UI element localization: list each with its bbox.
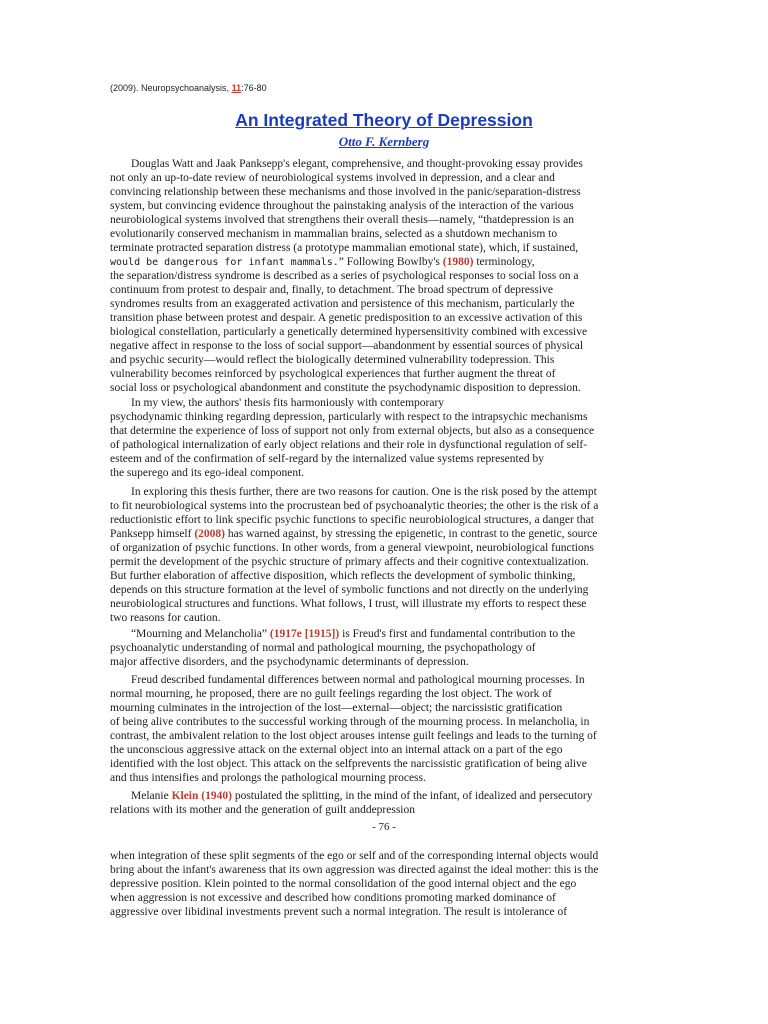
text-segment: to fit neurobiological systems into the procrustean bed of psychoanalytic theories; the other is the risk of a (110, 500, 599, 512)
citation-prefix: (2009). Neuropsychoanalysis, (110, 83, 232, 93)
citation-pages: :76-80 (241, 83, 267, 93)
text-segment: terminate protracted separation distress (a prototype mammalian emotional state), which, if sustained, (110, 242, 579, 254)
text-line (110, 729, 597, 743)
text-line (110, 367, 555, 381)
text-line (110, 199, 574, 213)
text-segment: permit the development of the psychic structure of primary affects and their cognitive contextualization. (110, 556, 589, 568)
text-segment: social loss or psychological abandonment and constitute the psychodynamic disposition to depression. (110, 382, 581, 394)
citation-line (110, 83, 267, 93)
text-segment: would be dangerous for infant mammals. (110, 257, 339, 268)
text-line (110, 527, 597, 541)
text-segment: syndromes results from an exaggerated activation and persistence of this mechanism, particularly the (110, 298, 575, 310)
text-line (131, 789, 593, 803)
text-line (110, 185, 581, 199)
text-segment: of pathological internalization of early object relations and their role in dysfunctional regulation of self- (110, 439, 588, 451)
text-line (110, 849, 598, 863)
text-line (110, 513, 594, 527)
text-segment: psychoanalytic understanding of normal and pathological mourning, the psychopathology of (110, 642, 536, 654)
text-line (110, 213, 574, 227)
text-line (110, 611, 221, 625)
text-segment: Melanie (131, 790, 172, 802)
text-segment: that determine the experience of loss of support not only from external objects, but also as a consequence (110, 425, 595, 437)
text-segment: has warned against, by stressing the epigenetic, in contrast to the genetic, source (225, 528, 598, 540)
text-segment: system, but convincing evidence throughout the painstaking analysis of the interaction of the various (110, 200, 574, 212)
text-line (110, 771, 426, 785)
text-segment: contrast, the ambivalent relation to the lost object arouses intense guilt feelings and leads to the turning of (110, 730, 597, 742)
text-segment: esteem and of the confirmation of self-regard by the internalized value systems represented by (110, 453, 544, 465)
text-segment: is Freud's first and fundamental contribution to the (339, 628, 576, 640)
text-segment: depressive position. Klein pointed to the normal consolidation of the good internal object and the ego (110, 878, 577, 890)
text-line (110, 297, 575, 311)
text-segment: continuum from protest to despair and, finally, to detachment. The broad spectrum of depressive (110, 284, 553, 296)
text-line (110, 438, 587, 452)
text-segment: terminology, (473, 256, 535, 268)
text-line (110, 241, 578, 255)
text-segment: depends on this structure formation at the level of symbolic functions and not directly on the underlying (110, 584, 589, 596)
text-segment: and thus intensifies and prolongs the pathological mourning process. (110, 772, 426, 784)
text-segment: psychodynamic thinking regarding depression, particularly with respect to the intrapsychic mechanisms (110, 411, 588, 423)
text-line (110, 381, 581, 395)
text-segment: mourning culminates in the introjection of the lost—external—object; the narcissistic gratification (110, 702, 563, 714)
text-line (110, 283, 553, 297)
text-segment: negative affect in response to the loss of social support—abandonment by essential sources of physical (110, 340, 584, 352)
text-segment: of organization of psychic functions. In other words, from a general viewpoint, neurobiological functions (110, 542, 594, 554)
text-line (110, 452, 544, 466)
text-segment: ” Following Bowlby's (338, 256, 443, 268)
text-line (110, 171, 555, 185)
text-segment: Douglas Watt and Jaak Panksepp's elegant, comprehensive, and thought-provoking essay provides (131, 158, 583, 170)
text-segment: of being alive contributes to the successful working through of the mourning process. In melancholia, in (110, 716, 590, 728)
text-line (110, 269, 579, 283)
reference-link[interactable]: Klein (1940) (171, 790, 232, 802)
text-line (110, 583, 588, 597)
text-segment: the unconscious aggressive attack on the external object into an internal attack on a part of the ego (110, 744, 563, 756)
text-line (110, 311, 582, 325)
text-segment: the superego and its ego-ideal component. (110, 467, 305, 479)
text-line (110, 701, 562, 715)
text-line (110, 641, 535, 655)
text-segment: normal mourning, he proposed, there are no guilt feelings regarding the lost object. The work of (110, 688, 552, 700)
text-segment: neurobiological structures and functions. What follows, I trust, will illustrate my efforts to respect these (110, 598, 587, 610)
volume-link[interactable]: 11 (231, 83, 242, 93)
text-line (110, 541, 594, 555)
text-segment: neurobiological systems involved that strengthens their overall thesis—namely, “thatdepression is an (110, 214, 574, 226)
reference-link[interactable]: (1980) (442, 256, 474, 268)
text-line (110, 410, 587, 424)
text-line (110, 466, 304, 480)
text-line (110, 891, 556, 905)
text-segment: postulated the splitting, in the mind of the infant, of idealized and persecutory (231, 790, 593, 802)
text-segment: not only an up-to-date review of neurobiological systems involved in depression, and a clear and (110, 172, 555, 184)
text-line (110, 877, 576, 891)
page-number: - 76 - (372, 821, 396, 833)
text-segment: But further elaboration of affective disposition, which reflects the development of symbolic thinking, (110, 570, 576, 582)
text-line (110, 227, 557, 241)
text-line (110, 655, 469, 669)
text-segment: two reasons for caution. (110, 612, 221, 624)
text-segment: the separation/distress syndrome is described as a series of psychological responses to social loss on a (110, 270, 579, 282)
text-line (110, 569, 575, 583)
text-line (110, 803, 415, 817)
text-line (110, 743, 563, 757)
text-segment: Panksepp himself (110, 528, 195, 540)
text-segment: when aggression is not excessive and described how conditions promoting marked dominance of (110, 892, 556, 904)
text-segment: Freud described fundamental differences between normal and pathological mourning processes. In (131, 674, 585, 686)
text-line (110, 687, 552, 701)
text-line (110, 255, 535, 270)
text-line (131, 673, 585, 687)
text-segment: vulnerability becomes reinforced by psychological experiences that further augment the threat of (110, 368, 556, 380)
text-segment: bring about the infant's awareness that its own aggression was directed against the ideal mother: this is the (110, 864, 599, 876)
text-line (110, 555, 589, 569)
article-title[interactable]: An Integrated Theory of Depression (235, 110, 533, 130)
text-segment: In exploring this thesis further, there are two reasons for caution. One is the risk posed by the attempt (131, 486, 597, 498)
text-line (110, 499, 598, 513)
text-line (131, 157, 583, 171)
text-segment: when integration of these split segments of the ego or self and of the corresponding internal objects would (110, 850, 599, 862)
text-segment: major affective disorders, and the psychodynamic determinants of depression. (110, 656, 469, 668)
text-segment: “Mourning and Melancholia” (131, 628, 270, 640)
text-line (110, 863, 598, 877)
text-segment: relations with its mother and the generation of guilt anddepression (110, 804, 415, 816)
text-segment: biological constellation, particularly a genetically determined hypersensitivity combined with excessive (110, 326, 588, 338)
text-line (110, 757, 587, 771)
text-line (131, 396, 444, 410)
text-line (131, 627, 575, 641)
text-line (110, 905, 567, 919)
text-line (131, 485, 597, 499)
text-segment: evolutionarily conserved mechanism in mammalian brains, selected as a shutdown mechanism to (110, 228, 558, 240)
text-line (110, 325, 587, 339)
reference-link[interactable]: (1917e [1915]) (269, 628, 340, 640)
text-line (110, 424, 594, 438)
text-segment: identified with the lost object. This attack on the selfprevents the narcissistic gratification of being alive (110, 758, 587, 770)
reference-link[interactable]: (2008) (194, 528, 225, 540)
text-line (110, 597, 586, 611)
text-segment: and psychic security—would reflect the biologically determined vulnerability todepression. This (110, 354, 555, 366)
text-segment: In my view, the authors' thesis fits harmoniously with contemporary (131, 397, 445, 409)
text-segment: convincing relationship between these mechanisms and those involved in the panic/separation-distress (110, 186, 581, 198)
text-segment: aggressive over libidinal investments prevent such a normal integration. The result is intolerance of (110, 906, 568, 918)
text-line (110, 353, 554, 367)
text-segment: reductionistic effort to link specific psychic functions to specific neurobiological structures, a danger that (110, 514, 594, 526)
text-line (110, 715, 589, 729)
text-segment: transition phase between protest and despair. A genetic predisposition to an excessive activation of this (110, 312, 583, 324)
article-author[interactable]: Otto F. Kernberg (338, 134, 430, 149)
text-line (110, 339, 583, 353)
